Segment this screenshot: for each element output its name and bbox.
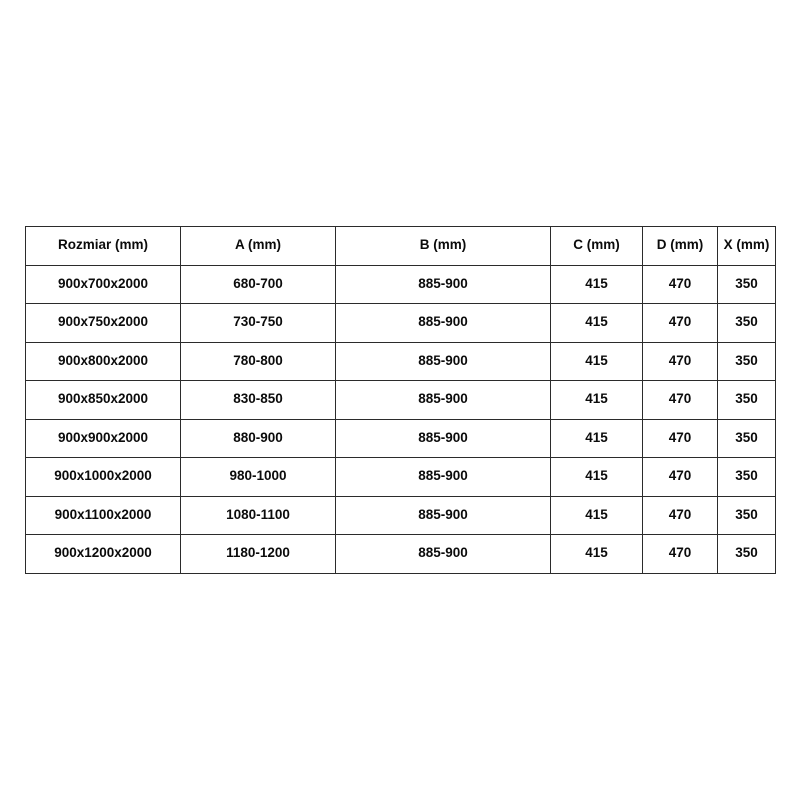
cell-c: 415 — [551, 381, 643, 420]
cell-b: 885-900 — [336, 458, 551, 497]
cell-b: 885-900 — [336, 419, 551, 458]
cell-d: 470 — [643, 381, 718, 420]
cell-a: 780-800 — [181, 342, 336, 381]
table-row — [26, 265, 776, 304]
column-header-c: C (mm) — [551, 227, 643, 266]
cell-d: 470 — [643, 535, 718, 574]
cell-size: 900x750x2000 — [26, 304, 181, 343]
cell-x: 350 — [718, 496, 776, 535]
cell-size: 900x850x2000 — [26, 381, 181, 420]
cell-size: 900x900x2000 — [26, 419, 181, 458]
column-header-rozmiar: Rozmiar (mm) — [26, 227, 181, 266]
cell-x: 350 — [718, 304, 776, 343]
cell-d: 470 — [643, 458, 718, 497]
cell-size: 900x700x2000 — [26, 265, 181, 304]
table-row — [26, 304, 776, 343]
cell-size: 900x800x2000 — [26, 342, 181, 381]
cell-a: 1180-1200 — [181, 535, 336, 574]
cell-size: 900x1100x2000 — [26, 496, 181, 535]
table-header-row — [26, 227, 776, 266]
cell-a: 1080-1100 — [181, 496, 336, 535]
cell-x: 350 — [718, 342, 776, 381]
cell-d: 470 — [643, 304, 718, 343]
cell-b: 885-900 — [336, 381, 551, 420]
cell-a: 730-750 — [181, 304, 336, 343]
size-table — [25, 226, 776, 574]
column-header-a: A (mm) — [181, 227, 336, 266]
cell-d: 470 — [643, 265, 718, 304]
table-row — [26, 458, 776, 497]
table-row — [26, 342, 776, 381]
size-table-container — [25, 226, 775, 574]
cell-b: 885-900 — [336, 342, 551, 381]
cell-b: 885-900 — [336, 496, 551, 535]
column-header-d: D (mm) — [643, 227, 718, 266]
cell-c: 415 — [551, 458, 643, 497]
column-header-b: B (mm) — [336, 227, 551, 266]
cell-a: 830-850 — [181, 381, 336, 420]
cell-x: 350 — [718, 535, 776, 574]
cell-c: 415 — [551, 496, 643, 535]
column-header-x: X (mm) — [718, 227, 776, 266]
cell-b: 885-900 — [336, 265, 551, 304]
cell-b: 885-900 — [336, 535, 551, 574]
table-row — [26, 419, 776, 458]
cell-x: 350 — [718, 419, 776, 458]
cell-c: 415 — [551, 535, 643, 574]
cell-a: 880-900 — [181, 419, 336, 458]
cell-d: 470 — [643, 496, 718, 535]
cell-x: 350 — [718, 265, 776, 304]
cell-a: 680-700 — [181, 265, 336, 304]
cell-x: 350 — [718, 381, 776, 420]
cell-c: 415 — [551, 419, 643, 458]
cell-c: 415 — [551, 265, 643, 304]
table-row — [26, 381, 776, 420]
cell-size: 900x1200x2000 — [26, 535, 181, 574]
cell-size: 900x1000x2000 — [26, 458, 181, 497]
cell-x: 350 — [718, 458, 776, 497]
cell-d: 470 — [643, 419, 718, 458]
table-row — [26, 496, 776, 535]
cell-b: 885-900 — [336, 304, 551, 343]
cell-d: 470 — [643, 342, 718, 381]
cell-c: 415 — [551, 304, 643, 343]
cell-a: 980-1000 — [181, 458, 336, 497]
cell-c: 415 — [551, 342, 643, 381]
table-row — [26, 535, 776, 574]
